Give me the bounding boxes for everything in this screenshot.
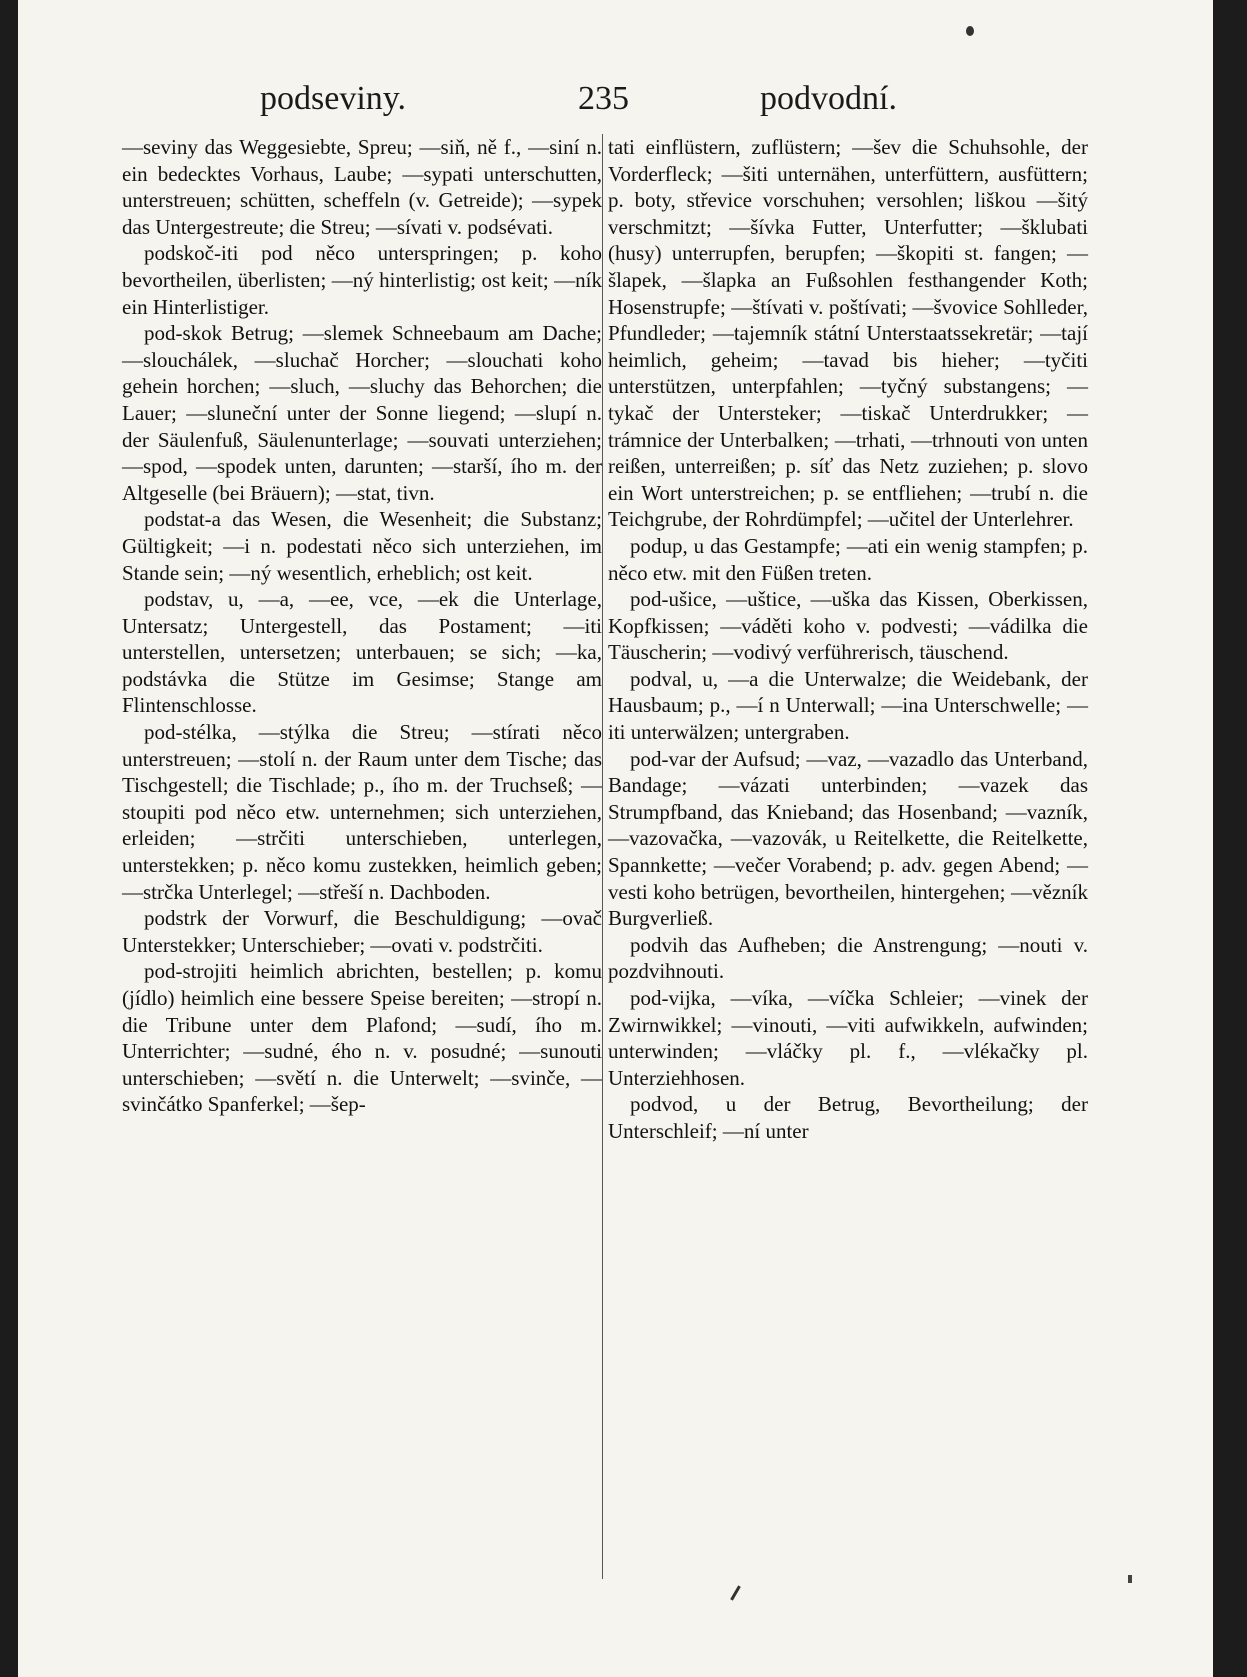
dictionary-entry: podstat-a das Wesen, die Wesenheit; die Substanz; Gültigkeit; —i n. podestati něco sich unterziehen, im Stande sein; —ný wesentlich, erheblich; ost keit.	[122, 507, 602, 585]
column-divider	[602, 134, 603, 1579]
dictionary-entry: podval, u, —a die Unterwalze; die Weidebank, der Hausbaum; p., —í n Unterwall; —ina Unterschwelle; —iti unterwälzen; untergraben.	[608, 666, 1088, 745]
book-page	[18, 0, 1213, 1677]
dictionary-entry: podskoč-iti pod něco unterspringen; p. koho bevortheilen, überlisten; —ný hinterlistig; ost keit; —ník ein Hinterlistiger.	[122, 241, 602, 319]
dictionary-entry: —seviny das Weggesiebte, Spreu; —siň, ně f., —siní n. ein bedecktes Vorhaus, Laube; —sypati unterschutten, unterstreuen; schütten, scheffeln (v. Getreide); —sypek das Untergestreute; die Streu; —sívati v. podsévati.	[122, 135, 602, 239]
ink-mark	[1128, 1575, 1132, 1583]
dictionary-entry: podvod, u der Betrug, Bevortheilung; der Unterschleif; —ní unter	[608, 1092, 1088, 1143]
scan-border-left	[0, 0, 18, 1677]
ink-spot	[966, 26, 974, 36]
dictionary-entry: pod-strojiti heimlich abrichten, bestellen; p. komu (jídlo) heimlich eine bessere Speise bereiten; —stropí n. die Tribune unter dem Plafond; —sudí, ího m. Unterrichter; —sudné, ého n. v. posudné; —sunouti unterschieben; —světí n. die Unterwelt; —svinče, —svinčátko Spanferkel; —šep-	[122, 959, 602, 1117]
dictionary-entry: pod-ušice, —uštice, —uška das Kissen, Oberkissen, Kopfkissen; —váděti koho v. podvesti; —vádilka die Täuscherin; —vodivý verführerisch, täuschend.	[608, 587, 1088, 665]
dictionary-entry: podstrk der Vorwurf, die Beschuldigung; —ovač Unterstekker; Unterschieber; —ovati v. podstrčiti.	[122, 906, 602, 957]
dictionary-entry: podup, u das Gestampfe; —ati ein wenig stampfen; p. něco etw. mit den Füßen treten.	[608, 533, 1088, 585]
header-left-word: podseviny.	[260, 80, 407, 117]
right-column	[608, 134, 1088, 1145]
ink-mark	[730, 1585, 741, 1600]
dictionary-entry: pod-stélka, —stýlka die Streu; —stírati něco unterstreuen; —stolí n. der Raum unter dem Tische; das Tischgestell; die Tischlade; p., ího m. der Truchseß; —stoupiti pod něco etw. unternehmen; sich unterziehen, erleiden; —strčiti unterschieben, unterlegen, unterstekken; p. něco komu zustekken, heimlich geben; —strčka Unterlegel; —střeší n. Dachboden.	[122, 720, 602, 904]
page-number: 235	[578, 80, 629, 117]
dictionary-entry: tati einflüstern, zuflüstern; —šev die Schuhsohle, der Vorderfleck; —šiti unternähen, unterfüttern, ausfüttern; p. boty, střevice vorschuhen; versohlen; liškou —šitý verschmitzt; —šívka Futter, Unterfutter; —šklubati (husy) unterrupfen, berupfen; —škopiti st. fangen; —šlapek, —šlapka an Fußsohlen festhangender Koth; Hosenstrupfe; —štívati v. poštívati; —švovice Sohlleder, Pfundleder; —tajemník státní Unterstaatssekretär; —tají heimlich, geheim; —tavad bis hieher; —tyčiti unterstützen, unterpfahlen; —tyčný substangens; —tykač der Untersteker; —tiskač Unterdrukker; —trámnice der Unterbalken; —trhati, —trhnouti von unten reißen, unterreißen; p. síť das Netz zuziehen; p. slovo ein Wort unterstreichen; p. se entfliehen; —trubí n. die Teichgrube, der Rohrdümpfel; —učitel der Unterlehrer.	[608, 135, 1088, 532]
dictionary-entry: pod-vijka, —víka, —víčka Schleier; —vinek der Zwirnwikkel; —vinouti, —viti aufwikkeln, aufwinden; unterwinden; —vláčky pl. f., —vlékačky pl. Unterziehhosen.	[608, 986, 1088, 1090]
scan-border-right	[1213, 0, 1247, 1677]
dictionary-entry: podvih das Aufheben; die Anstrengung; —nouti v. pozdvihnouti.	[608, 932, 1088, 984]
dictionary-entry: pod-var der Aufsud; —vaz, —vazadlo das Unterband, Bandage; —vázati unterbinden; —vazek das Strumpfband, das Knieband; das Hosenband; —vazník, —vazovačka, —vazovák, u Reitelkette, die Reitelkette, Spannkette; —večer Vorabend; p. adv. gegen Abend; —vesti koho betrügen, bevortheilen, hintergehen; —vězník Burgverließ.	[608, 746, 1088, 931]
page-header	[18, 80, 1213, 130]
dictionary-entry: pod-skok Betrug; —slemek Schneebaum am Dache; —slouchálek, —sluchač Horcher; —slouchati koho gehein horchen; —sluch, —sluchy das Behorchen; die Lauer; —sluneční unter der Sonne liegend; —slupí n. der Säulenfuß, Säulenunterlage; —souvati unterziehen; —spod, —spodek unten, darunten; —starší, ího m. der Altgeselle (bei Bräuern); —stat, tivn.	[122, 321, 602, 505]
left-column	[122, 134, 602, 1118]
header-right-word: podvodní.	[760, 80, 897, 117]
dictionary-entry: podstav, u, —a, —ee, vce, —ek die Unterlage, Untersatz; Untergestell, das Postament; —iti unterstellen, untersetzen; unterbauen; se sich; —ka, podstávka die Stütze im Gesimse; Stange am Flintenschlosse.	[122, 587, 602, 718]
